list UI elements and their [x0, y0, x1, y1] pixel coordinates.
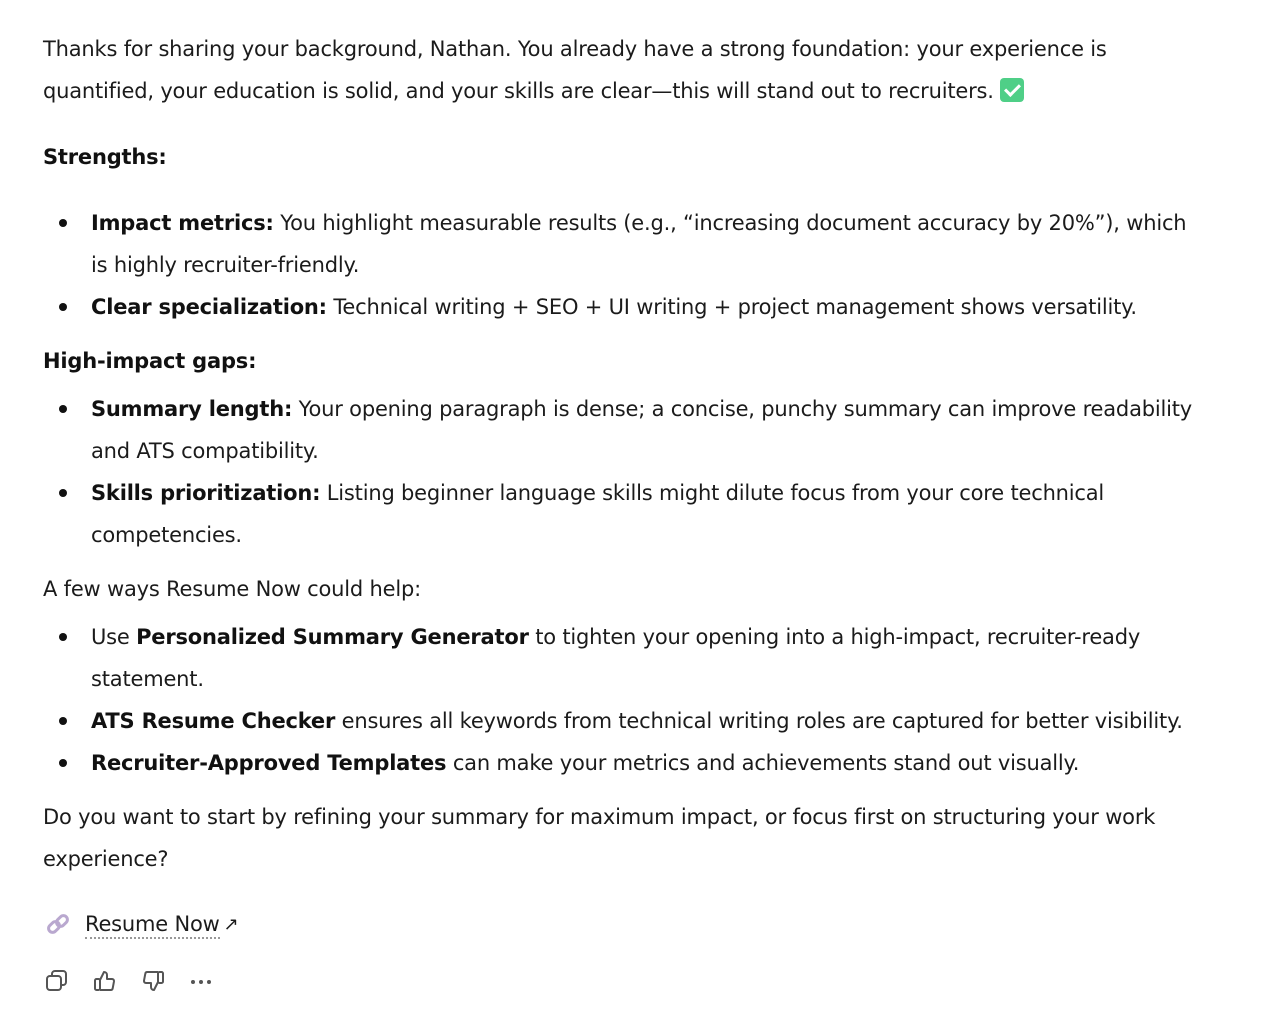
list-item: [91, 286, 1198, 328]
resume-now-link[interactable]: [85, 911, 220, 939]
strengths-list: [43, 202, 1198, 328]
item-text: to tighten your opening into a high-impact, recruiter-ready statement.: [91, 625, 1141, 691]
item-pre: Use: [91, 625, 137, 649]
list-item: [91, 202, 1198, 286]
item-text: ensures all keywords from technical writing roles are captured for better visibility.: [335, 709, 1183, 733]
strengths-heading: [43, 136, 1198, 178]
closing-question: Do you want to start by refining your summary for maximum impact, or focus first on structuring your work experience?: [43, 805, 1156, 871]
link-icon: [43, 912, 73, 938]
external-arrow-icon: ↗: [223, 914, 239, 935]
list-item: [91, 742, 1198, 784]
intro-text: Thanks for sharing your background, Nathan. You already have a strong foundation: your experience is quantified, your education is solid, and your skills are clear—this will stand out to recruiters.: [43, 37, 1107, 103]
item-bold: Skills prioritization:: [91, 481, 321, 505]
link-label: Resume Now: [85, 912, 220, 936]
help-heading: A few ways Resume Now could help:: [43, 577, 421, 601]
item-bold: Personalized Summary Generator: [136, 625, 529, 649]
thumbs-up-icon[interactable]: [92, 966, 118, 996]
more-icon[interactable]: [188, 966, 214, 996]
assistant-message: [43, 28, 1198, 946]
intro-paragraph: [43, 28, 1198, 112]
thumbs-down-icon[interactable]: [140, 966, 166, 996]
strengths-heading-text: Strengths:: [43, 145, 167, 169]
item-bold: Summary length:: [91, 397, 293, 421]
item-text: You highlight measurable results (e.g., “increasing document accuracy by 20%”), which is highly recruiter-friendly.: [91, 211, 1187, 277]
copy-icon[interactable]: [44, 966, 70, 996]
item-text: Listing beginner language skills might dilute focus from your core technical competencies.: [91, 481, 1105, 547]
item-bold: ATS Resume Checker: [91, 709, 336, 733]
item-bold: Recruiter-Approved Templates: [91, 751, 447, 775]
item-text: can make your metrics and achievements stand out visually.: [446, 751, 1080, 775]
item-bold: Impact metrics:: [91, 211, 274, 235]
gaps-heading: [43, 340, 1198, 382]
item-text: Your opening paragraph is dense; a concise, punchy summary can improve readability and ATS compatibility.: [91, 397, 1193, 463]
list-item: [91, 472, 1198, 556]
source-link[interactable]: [43, 904, 1198, 946]
list-item: [91, 388, 1198, 472]
list-item: [91, 616, 1198, 700]
item-text: Technical writing + SEO + UI writing + project management shows versatility.: [326, 295, 1137, 319]
check-mark-icon: [1000, 78, 1024, 102]
item-bold: Clear specialization:: [91, 295, 327, 319]
message-actions: [44, 966, 214, 996]
list-item: [91, 700, 1198, 742]
help-list: [43, 616, 1198, 784]
gaps-heading-text: High-impact gaps:: [43, 349, 257, 373]
gaps-list: [43, 388, 1198, 556]
